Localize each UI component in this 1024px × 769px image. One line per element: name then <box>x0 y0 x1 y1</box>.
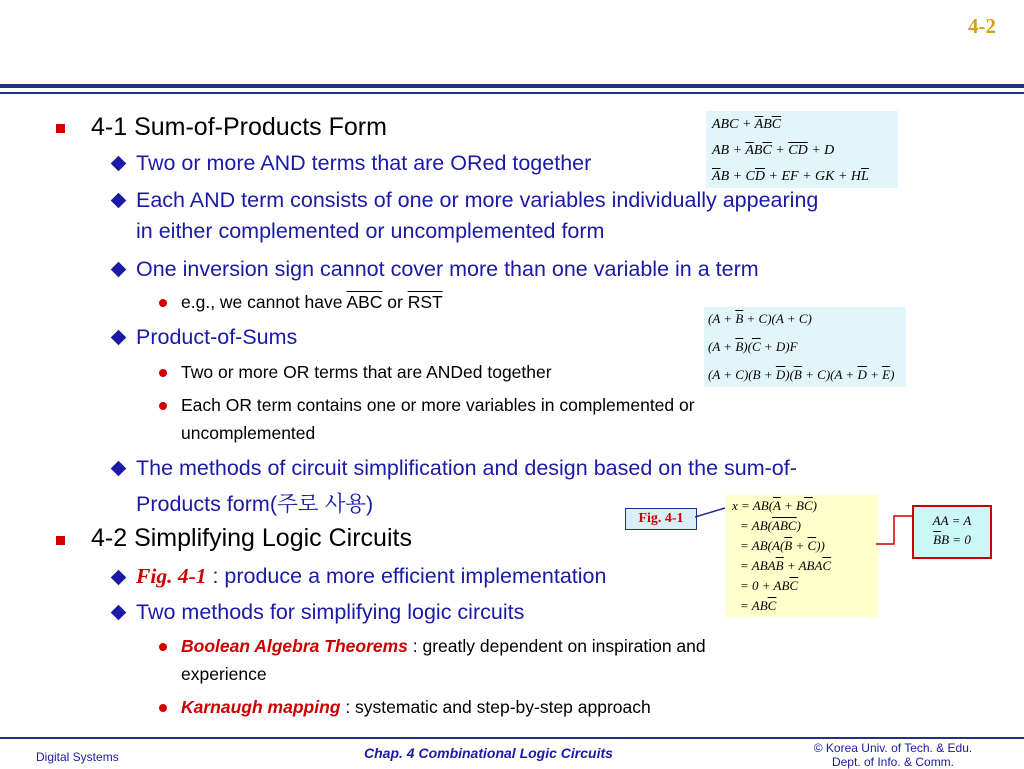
footer-right-line1: © Korea Univ. of Tech. & Edu. <box>813 741 973 755</box>
page-number: 4-2 <box>968 14 996 38</box>
karnaugh-label: Karnaugh mapping <box>181 697 341 717</box>
footer-rule <box>0 737 1024 739</box>
section1-bullet4-sub2-line2: uncomplemented <box>181 423 316 443</box>
bullet-diamond <box>111 330 127 346</box>
section1-bullet4-sub1: Two or more OR terms that are ANDed together <box>181 362 552 382</box>
theorem-box <box>912 505 992 559</box>
boolean-algebra-desc: : greatly dependent on inspiration and <box>407 636 706 656</box>
bullet-diamond <box>111 570 127 586</box>
footer-center: Chap. 4 Combinational Logic Circuits <box>364 745 613 761</box>
bullet-square <box>56 124 65 133</box>
header-rule-thin <box>0 92 1024 94</box>
footer-left: Digital Systems <box>36 750 119 764</box>
theorem-connector <box>876 512 916 548</box>
footer-right-line2: Dept. of Info. & Comm. <box>831 755 955 769</box>
example-term1: $\overline{ABC}$ <box>346 292 383 312</box>
section1-bullet1: Two or more AND terms that are ORed together <box>136 151 592 175</box>
bullet-diamond <box>111 193 127 209</box>
bullet-diamond <box>111 262 127 278</box>
section1-bullet2-line1: Each AND term consists of one or more variables individually appearing <box>136 188 819 212</box>
section2-bullet2: Two methods for simplifying logic circuits <box>136 600 525 624</box>
section1-bullet5-line2: Products form(주로 사용) <box>136 492 374 516</box>
sop-examples-box: ABC + $\overline{A}B\overline{C}$ AB + $\overline{A}B\overline{C} + \overline{C}\overline{D} + D$ $\overline{A}B + C\overline{D}$ + EF + GK + $H\overline{L}$ <box>706 111 898 188</box>
section1-bullet4-sub2-line1: Each OR term contains one or more variables in complemented or <box>181 395 695 415</box>
header-rule <box>0 84 1024 88</box>
bullet-dot <box>159 704 167 712</box>
bullet-dot <box>159 643 167 651</box>
example-prefix: e.g., we cannot have <box>181 292 347 312</box>
theorem-1: AA = A <box>932 513 972 528</box>
section2-heading: 4-2 Simplifying Logic Circuits <box>91 524 412 552</box>
bullet-dot <box>159 402 167 410</box>
section2-sub2 <box>181 697 651 718</box>
fig-label: Fig. 4-1 <box>625 508 697 530</box>
fig-arrow <box>695 505 727 527</box>
bullet-dot <box>159 299 167 307</box>
bullet-diamond <box>111 156 127 172</box>
pos-examples-box: $(A + \overline{B} + C)(A + C)$ $(A + \overline{B})(\overline{C} + D)F$ $(A + C)(B + \overline{D})(\overline{B} + C)(A + \overline{D} + \overline{E})$ <box>704 307 906 387</box>
simplification-box: $x = AB(\overline{A} + B\overline{C})$ = $AB(\overline{A}\overline{B}\overline{C})$ = $AB(A(\overline{B} + \overline{C}))$ = $ABA\overline{B} + ABA\overline{C}$ = $0 + AB\overline{C}$ = $AB\overline{C}$ <box>726 495 878 617</box>
section2-sub1-line1 <box>181 636 706 657</box>
example-mid: or <box>382 292 408 312</box>
section1-bullet3: One inversion sign cannot cover more than one variable in a term <box>136 257 759 281</box>
bullet-diamond <box>111 461 127 477</box>
example-term2: $\overline{RST}$ <box>407 292 443 312</box>
bullet-square <box>56 536 65 545</box>
section2-bullet1 <box>136 564 606 589</box>
boolean-algebra-label: Boolean Algebra Theorems <box>181 636 408 656</box>
section2-sub1-line2: experience <box>181 664 267 684</box>
figure-reference: Fig. 4-1 <box>136 564 207 588</box>
bullet-dot <box>159 369 167 377</box>
karnaugh-desc: : systematic and step-by-step approach <box>340 697 651 717</box>
section2-bullet1-text: : produce a more efficient implementation <box>206 564 607 588</box>
section1-bullet3-sub <box>181 292 443 313</box>
theorem-2: $\overline{B}B = 0$ <box>933 532 971 547</box>
section1-bullet4: Product-of-Sums <box>136 325 298 349</box>
bullet-diamond <box>111 605 127 621</box>
section1-bullet2-line2: in either complemented or uncomplemented form <box>136 219 605 243</box>
section1-heading: 4-1 Sum-of-Products Form <box>91 113 387 141</box>
section1-bullet5-line1: The methods of circuit simplification and design based on the sum-of- <box>136 456 797 480</box>
